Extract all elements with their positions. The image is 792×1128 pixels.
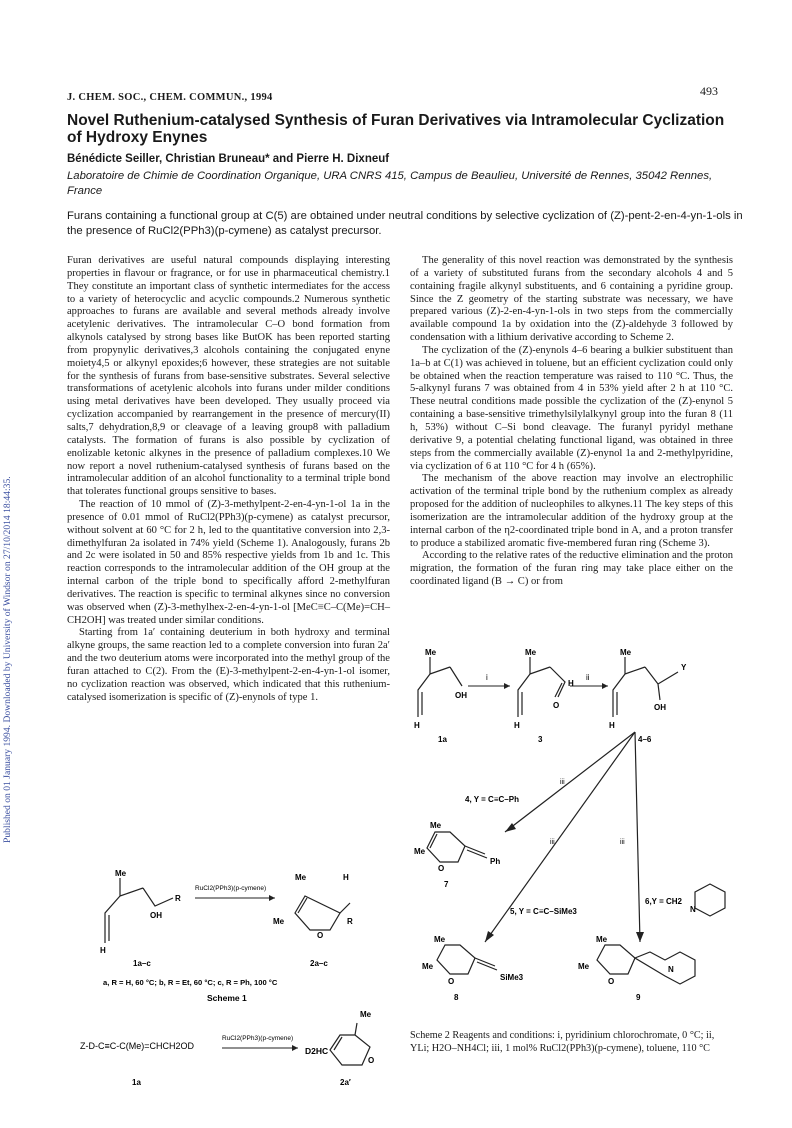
compound-label: 4–6 bbox=[638, 735, 652, 744]
step-label: iii bbox=[620, 839, 625, 846]
scheme-1b-diagram bbox=[70, 1005, 390, 1095]
r-label: R bbox=[175, 894, 181, 903]
h-label: H bbox=[343, 873, 349, 882]
paragraph: The generality of this novel reaction was demonstrated by the synthesis of a variety of substituted furans from the secondary alcohols 4 and 5 containing fragile alkynyl substituents, and 6 containing a pyridine group. Since the Z geometry of the starting substrate was necessary, we have prepared various (Z)-2-en-4-yn-1-ols in two steps from the commercially available compound 1a by oxidation into the (Z)-aldehyde 3 followed by condensation with a lithium derivative according to Scheme 2. bbox=[410, 255, 733, 344]
compound-label: 2a–c bbox=[310, 959, 328, 968]
h-label: H bbox=[100, 946, 106, 955]
compound-label: 2a′ bbox=[340, 1078, 351, 1087]
me-label: Me bbox=[360, 1010, 372, 1019]
substituent-label: 6,Y = CH2 bbox=[645, 897, 682, 906]
me-label: Me bbox=[525, 648, 537, 657]
ph-label: Ph bbox=[490, 857, 501, 866]
paragraph: The mechanism of the above reaction may involve an electrophilic activation of the terminal triple bond by the ruthenium complex as already proposed for the addition of nucleophiles to alkynes.11 The key steps of this isomerization are the intramolecular addition of the hydroxy group at the internal carbon of the η2-coordinated triple bond in A, and a proton transfer to produce a stabilized aromatic five-membered furan ring (Scheme 3). bbox=[410, 473, 733, 549]
r-label: R bbox=[347, 917, 353, 926]
me-label: Me bbox=[273, 917, 285, 926]
h-label: H bbox=[514, 721, 520, 730]
o-label: O bbox=[608, 977, 615, 986]
h-label: H bbox=[568, 679, 574, 688]
download-sidebar: Published on 01 January 1994. Downloaded by University of Windsor on 27/10/2014 18:44:35. bbox=[2, 476, 13, 844]
o-label: O bbox=[553, 701, 560, 710]
right-column bbox=[410, 255, 733, 589]
conditions-text: a, R = H, 60 °C; b, R = Et, 60 °C; c, R = Ph, 100 °C bbox=[103, 978, 278, 987]
paragraph: According to the relative rates of the reductive elimination and the proton migration, the formation of the furan ring may take place either on the coordinated ligand (B → C) or from bbox=[410, 550, 733, 588]
me-label: Me bbox=[578, 962, 590, 971]
h-label: H bbox=[609, 721, 615, 730]
n-label: N bbox=[668, 965, 674, 974]
o-label: O bbox=[438, 864, 445, 873]
compound-label: 1a–c bbox=[133, 959, 151, 968]
oh-label: OH bbox=[455, 691, 467, 700]
compound-label: 1a bbox=[438, 735, 447, 744]
y-label: Y bbox=[681, 663, 687, 672]
step-label: i bbox=[486, 673, 488, 682]
o-label: O bbox=[368, 1056, 375, 1065]
substituent-label: 5, Y = C≡C–SiMe3 bbox=[510, 907, 577, 916]
arrow-head bbox=[636, 932, 644, 942]
oh-label: OH bbox=[150, 911, 162, 920]
authors: Bénédicte Seiller, Christian Bruneau* and Pierre H. Dixneuf bbox=[67, 153, 390, 165]
me-label: Me bbox=[295, 873, 307, 882]
scheme-2-caption: Scheme 2 Reagents and conditions: i, pyridinium chlorochromate, 0 °C; ii, YLi; H2O–NH4Cl; iii, 1 mol% RuCl2(PPh3)(p-cymene), toluene, 110 °C bbox=[410, 1030, 715, 1054]
compound-label: 1a bbox=[132, 1078, 141, 1087]
step-label: iii bbox=[550, 839, 555, 846]
me-label: Me bbox=[414, 847, 426, 856]
paragraph: The cyclization of the (Z)-enynols 4–6 bearing a bulkier substituent than 1a–b at C(1) was achieved in toluene, but an efficient cyclization could only be obtained when the reaction temperature was raised to 110 °C. Thus, the 5-alkynyl furans 7 was obtained from 4 in 53% yield after 2 h at 110 °C. These neutral conditions made possible the cyclization of the (Z)-enynol 5 containing a base-sensitive trimethylsilylalkynyl group into the furan 8 (11 h, 53%) without C–Si bond cleavage. The furanyl pyridyl methane derivative 9, a potential chelating functional ligand, was obtained in three steps from the commercially available (Z)-enynol 1a and 2-methylpyridine, via cyclization of 6 at 110 °C for 4 h (65%). bbox=[410, 344, 733, 472]
arrow-head bbox=[292, 1045, 298, 1051]
n-label: N bbox=[690, 905, 696, 914]
scheme-label: Scheme 1 bbox=[207, 993, 247, 1003]
step-label: iii bbox=[560, 779, 565, 786]
oh-label: OH bbox=[654, 703, 666, 712]
me-label: Me bbox=[620, 648, 632, 657]
o-label: O bbox=[448, 977, 455, 986]
compound-label: 9 bbox=[636, 993, 641, 1002]
compound-label: 7 bbox=[444, 880, 449, 889]
arrow-head bbox=[504, 683, 510, 689]
scheme-1-diagram bbox=[95, 868, 385, 1003]
arrow-head bbox=[485, 931, 494, 942]
arrow-head bbox=[602, 683, 608, 689]
o-label: O bbox=[317, 931, 324, 940]
paragraph: The reaction of 10 mmol of (Z)-3-methylpent-2-en-4-yn-1-ol 1a in the presence of 0.01 mmol of RuCl2(PPh3)(p-cymene) as catalyst precursor, without solvent at 60 °C for 2 h, led to the quantitative conversion into 2,3-dimethylfuran 2a isolated in 74% yield (Scheme 1). Analogously, furans 2b and 2c were isolated in 50 and 85% respective yields from 1b and 1c. This reaction corresponds to the intramolecular addition of the OH group at the internal carbon of the triple bond to specifically afford 2-methylfuran derivatives. The reaction is specific to terminal alkynes since no conversion was observed when (Z)-3-methylhex-2-en-4-yn-1-ol [MeC≡C–C(Me)=CH–CH2OH] was treated under similar conditions. bbox=[67, 499, 390, 626]
left-column bbox=[67, 255, 390, 705]
journal-header: J. CHEM. SOC., CHEM. COMMUN., 1994 bbox=[67, 92, 273, 103]
compound-label: 8 bbox=[454, 993, 459, 1002]
article-title: Novel Ruthenium-catalysed Synthesis of Furan Derivatives via Intramolecular Cyclization of Hydroxy Enynes bbox=[67, 112, 725, 146]
compound-label: 3 bbox=[538, 735, 543, 744]
me-label: Me bbox=[430, 821, 442, 830]
me-label: Me bbox=[115, 869, 127, 878]
me-label: Me bbox=[434, 935, 446, 944]
substituent-label: 4, Y = C≡C–Ph bbox=[465, 795, 519, 804]
step-label: ii bbox=[586, 673, 590, 682]
page-number: 493 bbox=[700, 84, 718, 98]
h-label: H bbox=[414, 721, 420, 730]
arrow-head bbox=[269, 895, 275, 901]
catalyst-label: RuCl2(PPh3)(p-cymene) bbox=[195, 885, 267, 892]
abstract: Furans containing a functional group at C(5) are obtained under neutral conditions by selective cyclization of (Z)-pent-2-en-4-yn-1-ols in the presence of RuCl2(PPh3)(p-cymene) as catalyst precursor. bbox=[67, 210, 743, 237]
scheme-2-diagram bbox=[410, 642, 740, 1027]
me-label: Me bbox=[422, 962, 434, 971]
deuterated-enynol: Z-D-C≡C-C(Me)=CHCH2OD bbox=[80, 1041, 194, 1051]
sime3-label: SiMe3 bbox=[500, 973, 524, 982]
me-label: Me bbox=[425, 648, 437, 657]
affiliation: Laboratoire de Chimie de Coordination Organique, URA CNRS 415, Campus de Beaulieu, Université de Rennes, 35042 Rennes, France bbox=[67, 170, 713, 197]
paragraph: Starting from 1a′ containing deuterium in both hydroxy and terminal alkyne groups, the same reaction led to a complete conversion into furan 2a′ and the two deuterium atoms were incorporated into the methyl group of the furan attached to C(2). From the (E)-3-methylpent-2-en-4-yn-1-ol isomer, no cyclization reaction was observed, which indicated that this ruthenium-catalysed isomerization is specific of (Z)-enynols of type 1. bbox=[67, 627, 390, 703]
catalyst-label: RuCl2(PPh3)(p-cymene) bbox=[222, 1035, 294, 1042]
paragraph: Furan derivatives are useful natural compounds displaying interesting properties in flavour or fragrance, or for use in pharmaceutical chemistry.1 They constitute an important class of synthetic intermediates for the access to a variety of heterocyclic and acyclic compounds.2 Numerous synthetic approaches to furans are available and several methods already involve acetylenic derivatives. The intramolecular C–O bond formation from alkynols catalysed by strong bases like ButOK has been reported starting from propynylic derivatives,3 alcohols containing the conjugated enyne moiety4,5 or alkynyl epoxides;6 however, these strategies are not suitable for the synthesis of furans from base-sensitive substrates. Several selective transformations of acetylenic alcohols into furans under milder conditions using metal derivatives have been developed. They usually proceed via cyclization accompanied by rearrangement in the presence of mercury(II) salts,7 dehydration,8,9 or cleavage of a leaving group8 with palladium catalysts. The formation of furans is also possible by cyclization of enolizable ketonic alkynes in the presence of palladium complexes.10 We now report a novel ruthenium-catalysed synthesis of furans based on the intramolecular addition of an alcohol functionality to a terminal triple bond that tolerates functional groups sensitive to bases. bbox=[67, 255, 390, 498]
d2hc-label: D2HC bbox=[305, 1046, 329, 1056]
me-label: Me bbox=[596, 935, 608, 944]
